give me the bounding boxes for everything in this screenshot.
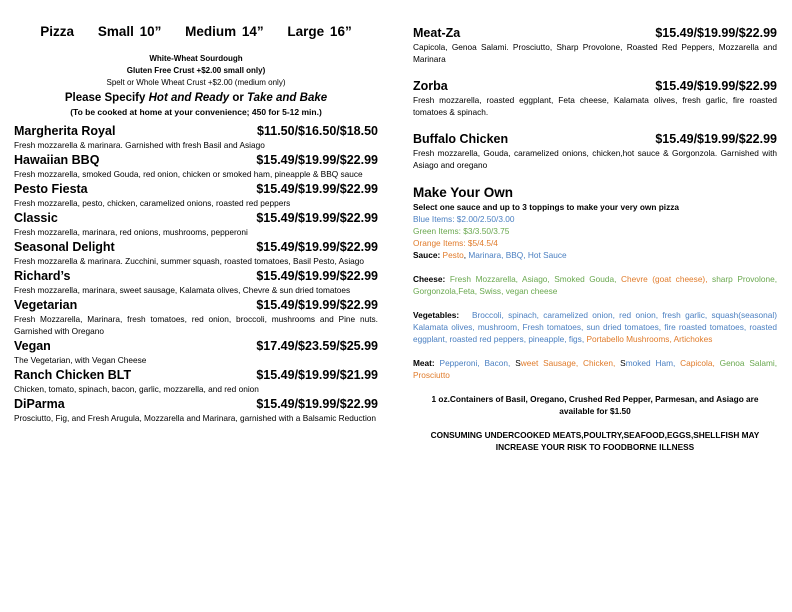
menu-item-price: $15.49/$19.99/$22.99 <box>256 211 378 225</box>
vegetables-line: Vegetables: Broccoli, spinach, caramelized onion, red onion, fresh garlic, squash(seasonal) Kalamata olives, mushroom, Fresh tomatoes, sun dried tomatoes, fire roasted tomatoes, roasted eggplant, roasted red peppers, pineapple, figs, Portabello Mushrooms, Artichokes <box>413 310 777 344</box>
cook-note: (To be cooked at home at your convenience; 450 for 5-12 min.) <box>70 107 322 117</box>
menu-item-description: Fresh mozzarella & marinara. Garnished with fresh Basil and Asiago <box>14 140 265 150</box>
menu-item-name: Buffalo Chicken <box>413 132 509 146</box>
meat-green: Genoa Salami, <box>719 358 778 368</box>
vegetables-orange: Portabello Mushrooms, Artichokes <box>586 334 713 344</box>
menu-item-row <box>14 368 378 383</box>
foodborne-warning: CONSUMING UNDERCOOKED MEATS,POULTRY,SEAFOOD,EGGS,SHELLFISH MAY INCREASE YOUR RISK TO FOODBORNE ILLNESS <box>430 430 760 452</box>
size-header <box>14 24 378 39</box>
make-your-own-subtitle: Select one sauce and up to 3 toppings to make your very own pizza <box>413 202 680 212</box>
menu-item-row <box>413 132 777 147</box>
vegetables-label: Vegetables <box>413 310 457 320</box>
size-small: Small 10” <box>97 24 162 39</box>
meat-orange-3: Prosciutto <box>413 370 450 380</box>
cheese-green-1: Fresh Mozzarella, Asiago, Smoked Gouda, <box>449 274 617 284</box>
crust-gluten-free: Gluten Free Crust +$2.00 small only) <box>126 66 266 75</box>
menu-item-name: Vegetarian <box>14 298 78 312</box>
menu-item-price: $15.49/$19.99/$22.99 <box>256 298 378 312</box>
cheese-label: Cheese <box>413 274 443 284</box>
menu-item-name: Meat-Za <box>413 26 461 40</box>
menu-item-price: $15.49/$19.99/$22.99 <box>655 26 777 40</box>
menu-item-row <box>413 26 777 41</box>
menu-item-name: Seasonal Delight <box>14 240 115 254</box>
containers-note: 1 oz.Containers of Basil, Oregano, Crushed Red Pepper, Parmesan, and Asiago are available for $1.50 <box>431 394 759 416</box>
crust-sourdough: White-Wheat Sourdough <box>149 54 243 63</box>
cheese-line: Cheese: Fresh Mozzarella, Asiago, Smoked Gouda, Chevre (goat cheese), sharp Provolone, Gorgonzola,Feta, Swiss, vegan cheese <box>413 274 777 296</box>
sauce-orange: Pesto <box>442 250 464 260</box>
menu-item-description: Chicken, tomato, spinach, bacon, garlic, mozzarella, and red onion <box>14 384 259 394</box>
menu-item-row <box>14 240 378 255</box>
specify-prefix: Please Specify <box>64 92 149 104</box>
menu-item-name: Zorba <box>413 79 448 93</box>
meat-orange-1: weet Sausage, Chicken, <box>520 358 616 368</box>
menu-item-name: Margherita Royal <box>14 124 116 138</box>
left-menu-list <box>14 124 378 424</box>
right-column <box>413 26 777 453</box>
menu-item-name: Hawaiian BBQ <box>14 153 100 167</box>
menu-item-row <box>413 79 777 94</box>
menu-item-price: $11.50/$16.50/$18.50 <box>257 124 378 138</box>
meat-s-2: S <box>620 358 626 368</box>
blue-items-price: Blue Items: $2.00/2.50/3.00 <box>413 214 515 224</box>
right-menu-list <box>413 26 777 171</box>
menu-item-price: $15.49/$19.99/$22.99 <box>256 153 378 167</box>
menu-item-description: Fresh mozzarella, roasted eggplant, Feta cheese, Kalamata olives, fresh garlic, fire roasted tomatoes & spinach. <box>413 95 777 117</box>
orange-items-price: Orange Items: $5/4.5/4 <box>413 238 498 248</box>
meat-blue-1: Pepperoni, Bacon, <box>439 358 511 368</box>
menu-item-name: Richard’s <box>14 269 71 283</box>
menu-item-description: Fresh Mozzarella, Marinara, fresh tomatoes, red onion, broccoli, mushrooms and Pine nuts. Garnished with Oregano <box>14 314 378 336</box>
sauce-blue: Marinara, BBQ, Hot Sauce <box>468 250 567 260</box>
meat-orange-2: Capicola, <box>680 358 715 368</box>
menu-item-description: Fresh mozzarella, marinara, sweet sausage, Kalamata olives, Chevre & sun dried tomatoes <box>14 285 351 295</box>
menu-item-description: The Vegetarian, with Vegan Cheese <box>14 355 147 365</box>
menu-item-row <box>14 298 378 313</box>
pizza-heading: Pizza <box>40 24 75 39</box>
meat-blue-2: moked Ham, <box>625 358 676 368</box>
menu-item-price: $17.49/$23.59/$25.99 <box>256 339 378 353</box>
size-large: Large 16” <box>287 24 352 39</box>
make-your-own-title: Make Your Own <box>413 185 514 200</box>
menu-item-price: $15.49/$19.99/$22.99 <box>655 132 777 146</box>
menu-item-description: Fresh mozzarella, smoked Gouda, red onion, chicken or smoked ham, pineapple & BBQ sauce <box>14 169 363 179</box>
menu-item-price: $15.49/$19.99/$22.99 <box>256 182 378 196</box>
menu-item-price: $15.49/$19.99/$22.99 <box>256 240 378 254</box>
meat-line: Meat: Pepperoni, Bacon, Sweet Sausage, Chicken, Smoked Ham, Capicola, Genoa Salami, Prosciutto <box>413 358 778 380</box>
menu-item-description: Prosciutto, Fig, and Fresh Arugula, Mozzarella and Marinara, garnished with a Balsamic Reduction <box>14 413 377 423</box>
meat-s-1: S <box>515 358 521 368</box>
sauce-line: Sauce: Pesto, Marinara, BBQ, Hot Sauce <box>413 250 567 260</box>
meat-label: Meat <box>413 358 432 368</box>
menu-item-name: Pesto Fiesta <box>14 182 88 196</box>
menu-item-price: $15.49/$19.99/$22.99 <box>256 397 378 411</box>
size-medium: Medium 14” <box>185 24 264 39</box>
menu-item-description: Fresh mozzarella, marinara, red onions, mushrooms, pepperoni <box>14 227 248 237</box>
crust-spelt: Spelt or Whole Wheat Crust +$2.00 (medium only) <box>106 78 286 87</box>
menu-item-row <box>14 124 378 139</box>
menu-item-description: Fresh mozzarella, pesto, chicken, caramelized onions, roasted red peppers <box>14 198 291 208</box>
menu-item-row <box>14 153 378 168</box>
specify-take: Take and Bake <box>247 92 328 104</box>
menu-item-name: Ranch Chicken BLT <box>14 368 132 382</box>
specify-or: or <box>229 92 248 104</box>
menu-item-description: Fresh mozzarella & marinara. Zucchini, summer squash, roasted tomatoes, Basil Pesto, Asiago <box>14 256 365 266</box>
menu-item-name: DiParma <box>14 397 65 411</box>
menu-item-description: Fresh mozzarella, Gouda, caramelized onions, chicken,hot sauce & Gorgonzola. Garnished with Asiago and oregano <box>413 148 777 170</box>
menu-item-row <box>14 182 378 197</box>
menu-item-row <box>14 211 378 226</box>
menu-item-price: $15.49/$19.99/$21.99 <box>256 368 378 382</box>
menu-item-price: $15.49/$19.99/$22.99 <box>256 269 378 283</box>
specify-line <box>14 91 378 105</box>
green-items-price: Green Items: $3/3.50/3.75 <box>413 226 510 236</box>
sauce-label: Sauce: <box>413 250 441 260</box>
menu-item-row <box>14 269 378 284</box>
menu-item-row <box>14 339 378 354</box>
menu-item-row <box>14 397 378 412</box>
menu-item-description: Capicola, Genoa Salami. Prosciutto, Sharp Provolone, Roasted Red Peppers, Mozzarella and Marinara <box>413 42 777 64</box>
menu-item-price: $15.49/$19.99/$22.99 <box>655 79 777 93</box>
menu-item-name: Vegan <box>14 339 51 353</box>
cheese-orange: Chevre (goat cheese), <box>620 274 708 284</box>
specify-hot: Hot and Ready <box>148 92 230 104</box>
vegetables-blue: Broccoli, spinach, caramelized onion, red onion, fresh garlic, squash(seasonal) Kalamata olives, mushroom, Fresh tomatoes, sun dried tomatoes, fire roasted tomatoes, roasted eggplant, roasted red peppers, pineapple, figs, <box>413 310 777 344</box>
cheese-green-2: sharp Provolone, Gorgonzola,Feta, Swiss, vegan cheese <box>413 274 777 296</box>
menu-item-name: Classic <box>14 211 58 225</box>
left-column <box>14 0 378 426</box>
